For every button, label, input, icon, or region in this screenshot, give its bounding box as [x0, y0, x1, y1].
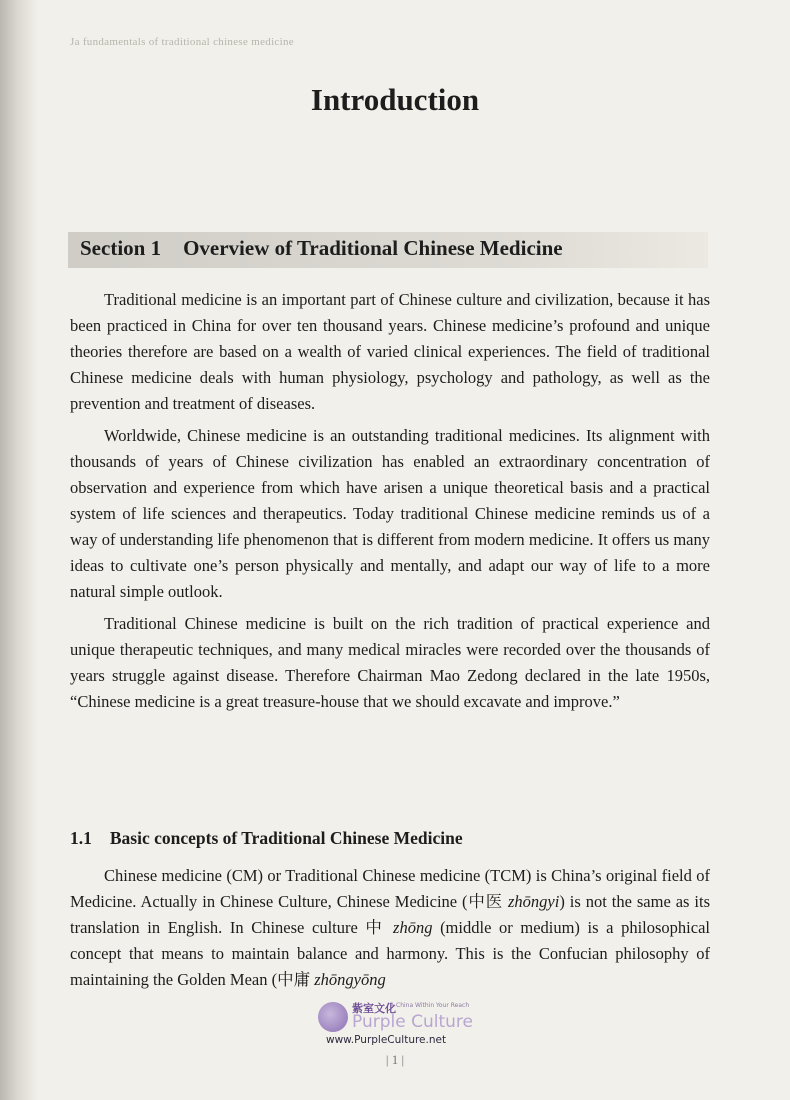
subsection-heading — [70, 828, 463, 849]
paragraph-3: Traditional Chinese medicine is built on the rich tradition of practical experience and unique therapeutic techniques, and many medical miracles were recorded over the thousands of years struggle against disease. Therefore Chairman Mao Zedong declared in the late 1950s, “Chinese medicine is a great treasure-house that we should excavate and improve.” — [70, 614, 710, 711]
subsection-title-text: Basic concepts of Traditional Chinese Medicine — [109, 828, 463, 848]
watermark-tagline: A China Within Your Reach — [390, 1002, 470, 1009]
watermark-url: www.PurpleCulture.net — [326, 1034, 447, 1046]
page-number: | 1 | — [385, 1052, 405, 1067]
section-title-text: Overview of Traditional Chinese Medicine — [183, 236, 563, 260]
watermark-logo-icon — [318, 1002, 348, 1032]
pinyin-zhongyong: zhōngyōng — [314, 970, 386, 989]
section-number: Section 1 — [80, 236, 162, 260]
paragraph-4-part-3: (middle or medium) is a philosophical concept that means to maintain balance and harmony. This is the Confucian philosophy of maintaining the Golden Mean (中庸 — [70, 918, 710, 989]
pinyin-zhongyi: zhōngyi — [507, 892, 560, 911]
subsection-number: 1.1 — [70, 828, 92, 848]
section-body — [70, 287, 710, 715]
subsection-body — [70, 863, 710, 993]
section-heading — [80, 236, 563, 261]
page-gutter-shadow — [0, 0, 38, 1100]
pinyin-zhong: zhōng — [393, 918, 433, 937]
paragraph-4-part-1: Chinese medicine (CM) or Traditional Chinese medicine (TCM) is China’s original field of Medicine. Actually in Chinese Culture, Chinese Medicine (中医 — [70, 866, 710, 911]
paragraph-4 — [70, 863, 710, 993]
page-title: Introduction — [310, 82, 480, 117]
paragraph-1: Traditional medicine is an important part of Chinese culture and civilization, because it has been practiced in China for over ten thousand years. Chinese medicine’s profound and unique theories therefore are based on a wealth of varied clinical experiences. The field of traditional Chinese medicine deals with human physiology, psychology and pathology, as well as the prevention and treatment of diseases. — [70, 290, 710, 413]
watermark — [318, 1000, 478, 1050]
paragraph-4-part-2: ) is not the same as its translation in English. In Chinese culture 中 — [70, 892, 710, 937]
watermark-brand: Purple Culture — [352, 1012, 473, 1032]
watermark-chinese: 紫室文化 — [352, 1002, 396, 1015]
paragraph-2: Worldwide, Chinese medicine is an outstanding traditional medicines. Its alignment with thousands of years of Chinese civilization has enabled an extraordinary concentration of observation and experience from which have arisen a unique theoretical basis and a practical system of life sciences and therapeutics. Today traditional Chinese medicine reminds us of a way of understanding life phenomenon that is different from modern medicine. It offers us many ideas to cultivate one’s person physically and mentally, and adapt our way of life to a more natural simple outlook. — [70, 426, 710, 601]
running-header: Ja fundamentals of traditional chinese medicine — [70, 36, 294, 48]
